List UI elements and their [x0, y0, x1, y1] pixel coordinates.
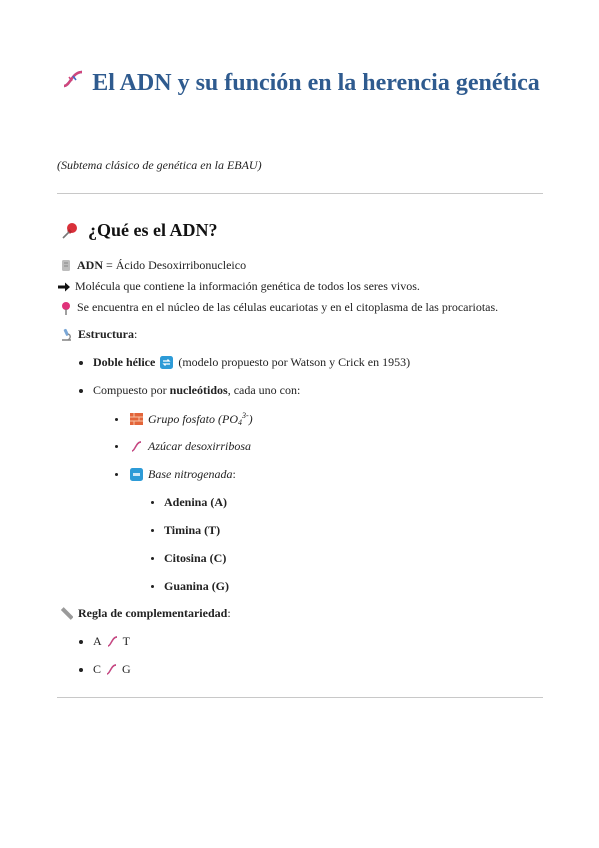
regla-colon: :: [227, 606, 231, 620]
regla-label: Regla de complementariedad: [78, 606, 228, 620]
section-heading: [60, 220, 218, 241]
dna-icon: [106, 635, 119, 648]
base-timina: Timina (T): [164, 523, 221, 537]
list-item: [151, 579, 229, 594]
list-item: [115, 439, 251, 454]
molecule-line: [58, 279, 420, 294]
fosfato-sup: 3-: [242, 411, 249, 420]
compuesto-pre: Compuesto por: [93, 383, 167, 397]
doble-helice-label: Doble hélice: [93, 355, 156, 369]
pair-left: C: [93, 662, 102, 676]
microscope-icon: [60, 328, 73, 341]
bullet: [115, 445, 118, 448]
pushpin-icon: [60, 221, 80, 241]
dna-icon: [60, 68, 86, 90]
fosfato-text: [148, 411, 253, 427]
title-text: El ADN y su función en la herencia genética: [92, 70, 540, 96]
subtitle: (Subtema clásico de genética en la EBAU): [57, 158, 262, 172]
section-heading-text: ¿Qué es el ADN?: [88, 220, 218, 240]
base-text: Base nitrogenada: [148, 467, 233, 481]
bullet: [79, 361, 83, 365]
estructura-line: [60, 327, 137, 342]
pair-right: G: [122, 662, 131, 676]
compuesto-post: , cada uno con:: [227, 383, 301, 397]
bullet: [115, 418, 118, 421]
list-item: [79, 383, 300, 398]
estructura-colon: :: [134, 327, 138, 341]
estructura-label: Estructura: [78, 327, 134, 341]
base-colon: :: [232, 467, 236, 481]
fosfato-pre: Grupo fosfato (PO: [148, 412, 238, 426]
bullet: [151, 557, 154, 560]
divider: [57, 193, 543, 194]
list-item: [151, 551, 226, 566]
round-pushpin-icon: [60, 301, 72, 315]
ruler-icon: [60, 607, 73, 620]
bullet: [79, 640, 83, 644]
location-text: Se encuentra en el núcleo de las células eucariotas y en el citoplasma de las procariotas.: [77, 300, 499, 314]
pair-right: T: [122, 634, 131, 648]
dna-icon: [105, 663, 118, 676]
document-title: [57, 62, 543, 104]
bullet: [151, 585, 154, 588]
adn-definition: [60, 258, 246, 273]
list-item: [79, 662, 131, 677]
base-guanina: Guanina (G): [164, 579, 230, 593]
list-item: [115, 411, 253, 427]
abcd-icon: [130, 468, 143, 481]
repeat-icon: [160, 356, 173, 369]
doble-helice-note: (modelo propuesto por Watson y Crick en 1953): [178, 355, 411, 369]
bullet: [79, 389, 83, 393]
bullet: [115, 473, 118, 476]
pair-left: A: [93, 634, 102, 648]
divider: [57, 697, 543, 698]
nucleotidos-label: nucleótidos: [169, 383, 228, 397]
arrow-right-icon: [58, 282, 70, 292]
azucar-text: Azúcar desoxirribosa: [148, 439, 251, 453]
adn-label: ADN: [77, 258, 103, 272]
list-item: [79, 634, 130, 649]
bullet: [151, 501, 154, 504]
scroll-icon: [60, 259, 72, 272]
molecule-text: Molécula que contiene la información genética de todos los seres vivos.: [75, 279, 420, 293]
base-adenina: Adenina (A): [164, 495, 228, 509]
fosfato-sub: 4: [238, 418, 242, 427]
bullet: [79, 668, 83, 672]
list-item: [151, 523, 220, 538]
list-item: [115, 467, 236, 482]
location-line: [60, 300, 498, 315]
bricks-icon: [130, 413, 143, 425]
base-citosina: Citosina (C): [164, 551, 227, 565]
list-item: [151, 495, 227, 510]
adn-def-text: = Ácido Desoxirribonucleico: [103, 258, 247, 272]
fosfato-post: ): [248, 412, 253, 426]
regla-line: [60, 606, 231, 621]
list-item: [79, 355, 410, 370]
bullet: [151, 529, 154, 532]
dna-icon: [130, 440, 143, 453]
